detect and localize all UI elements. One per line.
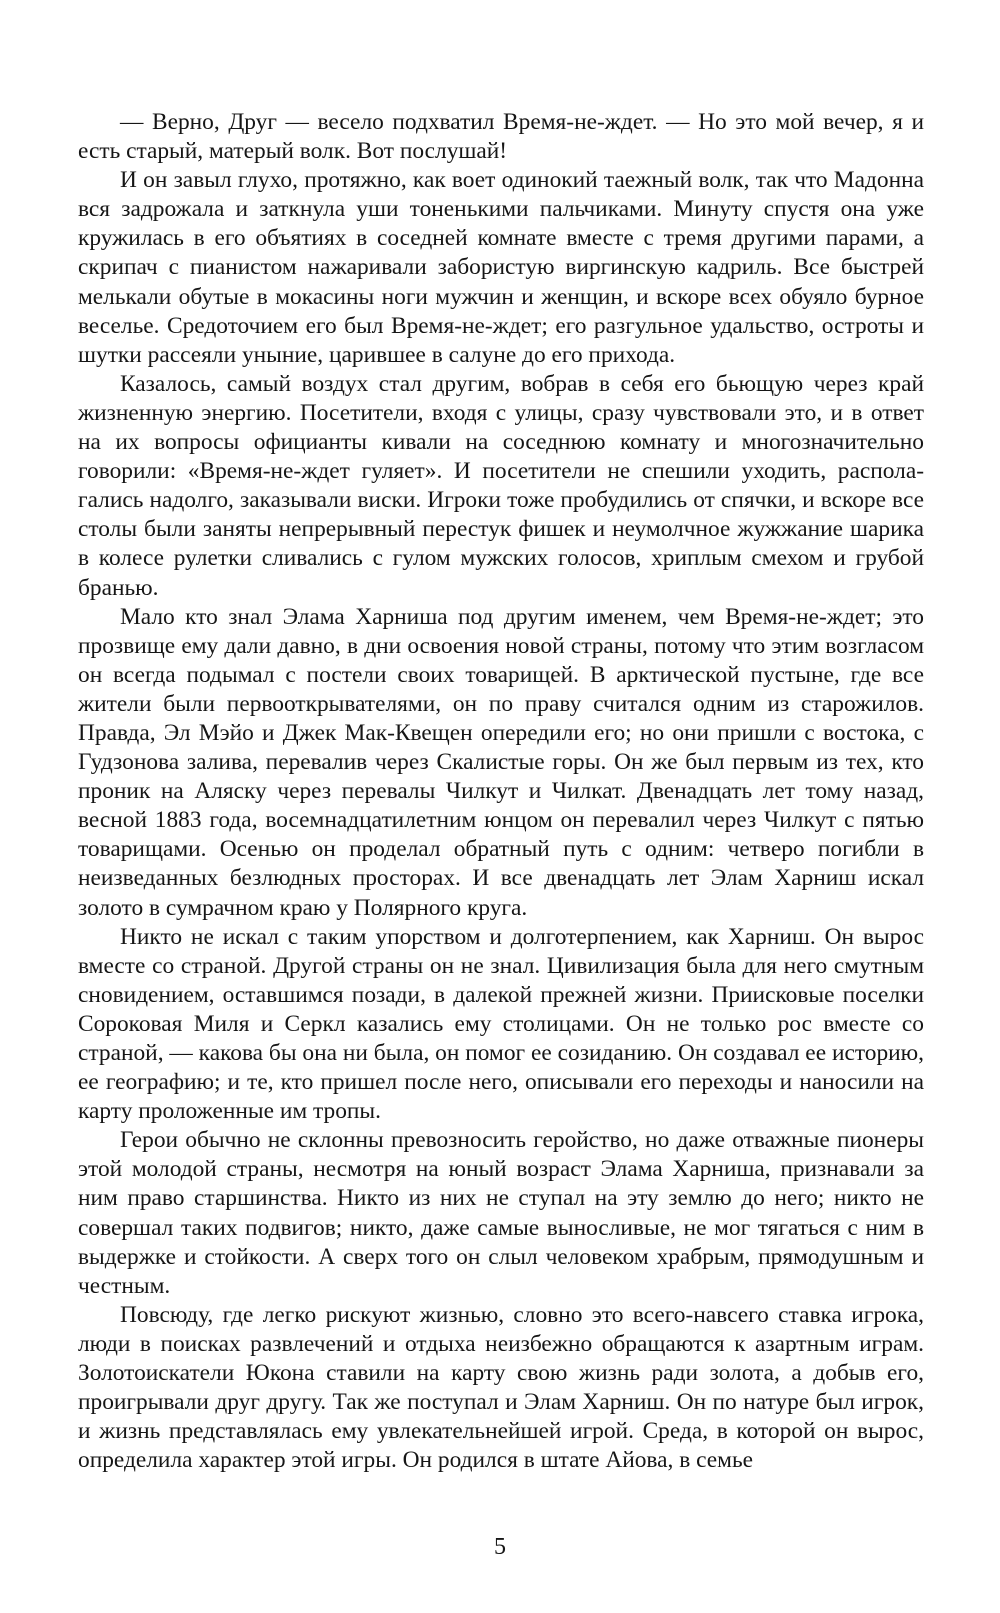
paragraph-2: И он завыл глухо, протяжно, как воет одинокий таежный волк, так что Мадонна вся задрожала и заткнула уши тоненькими пальчиками. Минуту спустя она уже кружилась в его объятиях в соседней комнате вместе с тремя другими парами, а скрипач с пианистом нажаривали забористую виргинскую кадриль. Все быстрей мелькали обутые в мокасины ноги мужчин и женщин, и вскоре всех обуяло бурное веселье. Средоточием его был Время-не-ждет; его разгульное удальство, остроты и шутки рассеяли уныние, царившее в салуне до его прихода. — [78, 167, 924, 368]
paragraph-3: Казалось, самый воздух стал другим, вобрав в себя его бьющую через край жизненную энергию. Посетители, входя с улицы, сразу чувствовали это, и в ответ на их вопросы официанты кивали на соседнюю комнату и многозначительно говорили: «Время-не-ждет гуляет». И посетители не спешили уходить, располагались надолго, заказывали виски. Игроки тоже пробудились от спячки, и вскоре все столы были заняты непрерывный перестук фишек и неумолчное жужжание шарика в колесе рулетки сливались с гулом мужских голосов, хриплым смехом и грубой бранью. — [78, 370, 924, 601]
paragraph-6: Герои обычно не склонны превозносить геройство, но даже отважные пионеры этой молодой страны, несмотря на юный возраст Элама Харниша, признавали за ним право старшинства. Никто из них не ступал на эту землю до него; никто не совершал таких подвигов; никто, даже самые выносливые, не мог тягаться с ним в выдержке и стойкости. А сверх того он слыл человеком храбрым, прямодушным и честным. — [78, 1127, 924, 1299]
page-number: 5 — [494, 1534, 506, 1560]
body-text — [78, 108, 924, 1475]
paragraph-4: Мало кто знал Элама Харниша под другим именем, чем Время-не-ждет; это прозвище ему дали давно, в дни освоения новой страны, потому что этим возгласом он всегда подымал с постели своих товарищей. В арктической пустыне, где все жители были первооткрывателями, он по праву считался одним из старожилов. Правда, Эл Мэйо и Джек Мак-Квещен опередили его; но они пришли с востока, с Гудзонова залива, перевалив через Скалистые горы. Он же был первым из тех, кто проник на Аляску через перевалы Чилкут и Чилкат. Двенадцать лет тому назад, весной 1883 года, восемнадцатилетним юнцом он перевалил через Чилкут с пятью товарищами. Осенью он проделал обратный путь с одним: четверо погибли в неизведанных безлюдных просторах. И все двенадцать лет Элам Харниш искал золото в сумрачном краю у Полярного круга. — [78, 603, 924, 921]
paragraph-7: Повсюду, где легко рискуют жизнью, словно это всего-навсего ставка игрока, люди в поисках развлечений и отдыха неизбежно обращаются к азартным играм. Золотоискатели Юкона ставили на карту свою жизнь ради золота, а добыв его, проигрывали друг другу. Так же поступал и Элам Харниш. Он по натуре был игрок, и жизнь представлялась ему увлекательнейшей игрой. Среда, в которой он вырос, определила характер этой игры. Он родился в штате Айова, в семье — [78, 1301, 924, 1474]
paragraph-1: — Верно, Друг — весело подхватил Время-не-ждет. — Но это мой вечер, я и есть старый, матерый волк. Вот послушай! — [78, 109, 924, 165]
paragraph-5: Никто не искал с таким упорством и долготерпением, как Харниш. Он вырос вместе со страной. Другой страны он не знал. Цивилизация была для него смутным сновидением, оставшимся позади, в далекой прежней жизни. Приисковые поселки Сороковая Миля и Серкл казались ему столицами. Он не только рос вместе со страной, — какова бы она ни была, он помог ее созиданию. Он создавал ее историю, ее географию; и те, кто пришел после него, описывали его переходы и наносили на карту проложенные им тропы. — [78, 923, 924, 1125]
